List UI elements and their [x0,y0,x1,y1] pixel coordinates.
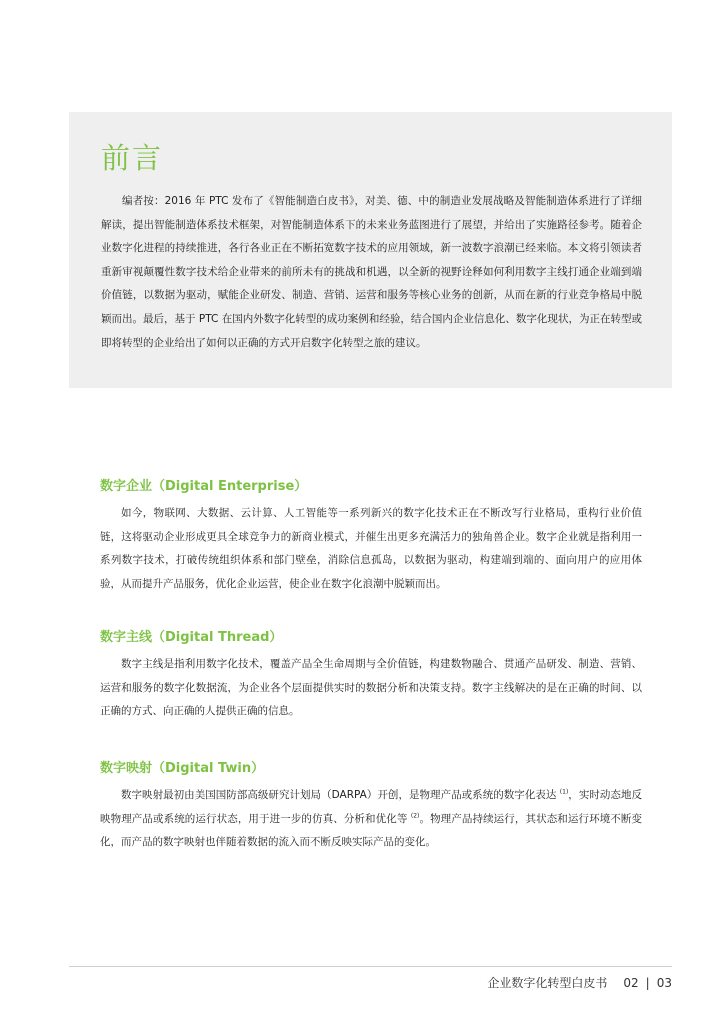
section-body: 数字主线是指利用数字化技术，覆盖产品全生命周期与全价值链，构建数物融合、贯通产品研发、制造、营销、运营和服务的数字化数据流，为企业各个层面提供实时的数据分析和决策支持。数字主线解决的是在正确的时间、以正确的方式、向正确的人提供正确的信息。 [100,658,642,717]
section-heading: 数字企业（Digital Enterprise） [100,479,308,494]
page-number-right: 03 [656,976,672,990]
footer-divider [69,966,672,967]
page-number-left: 02 [623,976,639,990]
section-heading: 数字主线（Digital Thread） [100,630,283,645]
section-digital-twin [100,760,642,855]
reference-marker: (2) [410,812,420,819]
body-text: 数字映射最初由美国国防部高级研究计划局（DARPA）开创，是物理产品或系统的数字化表达 [121,789,560,801]
section-body: 如今，物联网、大数据、云计算、人工智能等一系列新兴的数字化技术正在不断改写行业格局，重构行业价值链，这将驱动企业形成更具全球竞争力的新商业模式，并催生出更多充满活力的独角兽企业。数字企业就是指利用一系列数字技术，打破传统组织体系和部门壁垒，消除信息孤岛，以数据为驱动，构建端到端的、面向用户的应用体验，从而提升产品服务，优化企业运营，使企业在数字化浪潮中脱颖而出。 [100,507,642,590]
body-text: ，实时动态地反映物理产品或系统的运行状态，用于进一步的仿真、分析和优化等 [100,789,642,825]
preface-body: 编者按：2016 年 PTC 发布了《智能制造白皮书》，对美、德、中的制造业发展战略及智能制造体系进行了详细解读，提出智能制造体系技术框架，对智能制造体系下的未来业务蓝图进行了展望，并给出了实施路径参考。随着企业数字化进程的持续推进，各行各业正在不断拓宽数字技术的应用领域，新一波数字浪潮已经来临。本文将引领读者重新审视颠覆性数字技术给企业带来的前所未有的挑战和机遇，以全新的视野诠释如何利用数字主线打通企业端到端价值链，以数据为驱动，赋能企业研发、制造、营销、运营和服务等核心业务的创新，从而在新的行业竞争格局中脱颖而出。最后，基于 PTC 在国内外数字化转型的成功案例和经验，结合国内企业信息化、数字化现状，为正在转型或即将转型的企业给出了如何以正确的方式开启数字化转型之旅的建议。 [101,195,642,349]
body-text: 。物理产品持续运行，其状态和运行环境不断变化，而产品的数字映射也伴随着数据的流入而不断反映实际产品的变化。 [100,812,642,848]
footer-title: 企业数字化转型白皮书 [487,976,608,990]
reference-marker: (1) [559,788,569,796]
section-heading: 数字映射（Digital Twin） [100,761,265,776]
page-footer [487,975,672,991]
section-body [100,784,642,855]
section-digital-enterprise [100,478,642,596]
page-separator: | [645,976,650,990]
section-digital-thread [100,629,642,724]
preface-box [69,112,672,388]
preface-title: 前言 [101,141,164,175]
